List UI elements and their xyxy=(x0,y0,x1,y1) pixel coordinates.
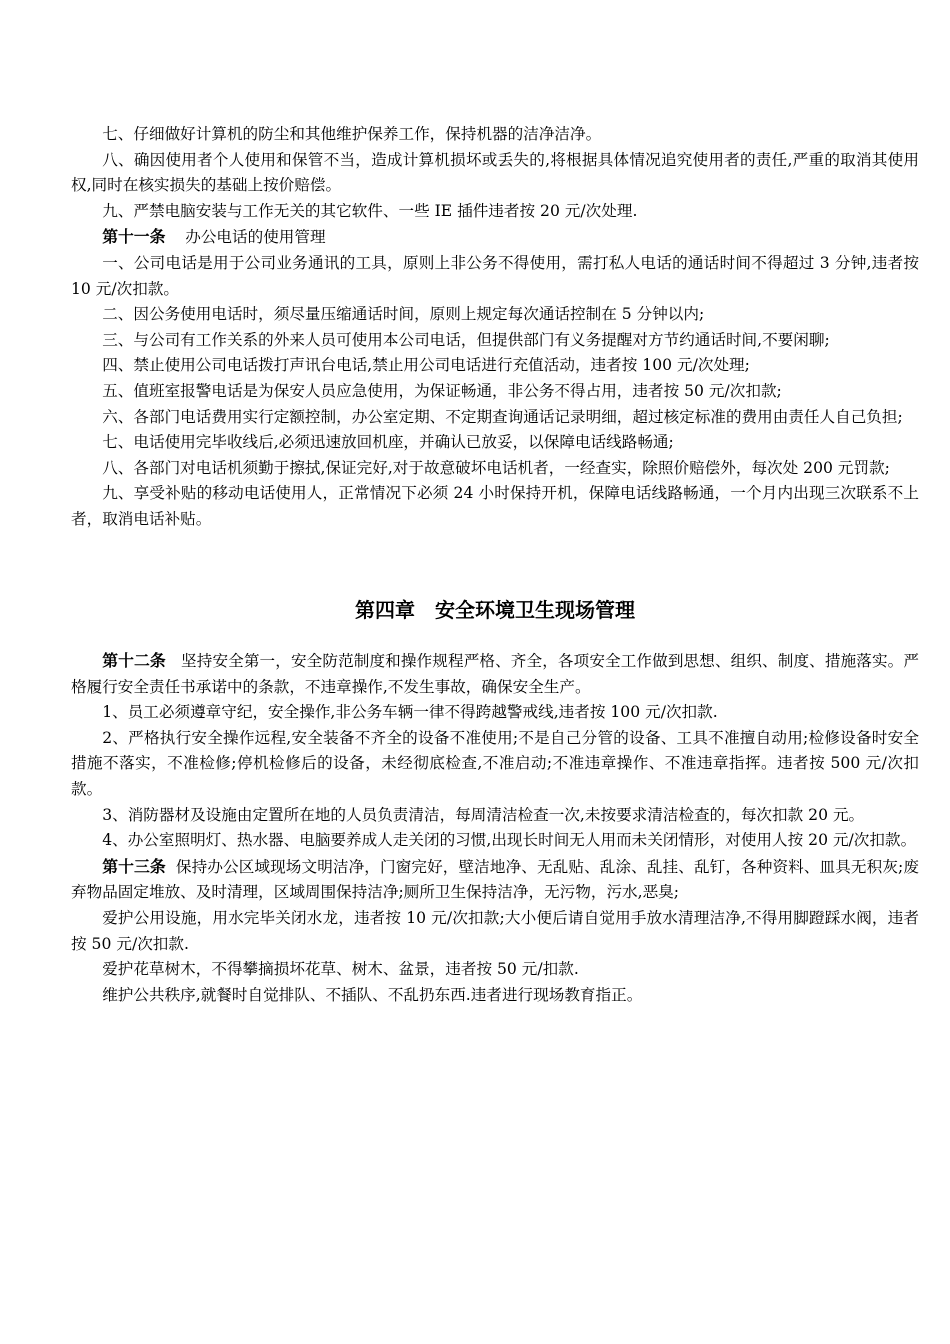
list-item: 四、禁止使用公司电话拨打声讯台电话,禁止用公司电话进行充值活动，违者按 100 元/次处理; xyxy=(102,356,750,375)
article-text: 坚持安全第一，安全防范制度和操作规程严格、齐全，各项安全工作做到思想、组织、制度、措施落实。严格履行安全责任书承诺中的条款，不违章操作,不发生事故，确保安全生产。 xyxy=(71,652,919,696)
list-item: 七、电话使用完毕收线后,必须迅速放回机座，并确认已放妥，以保障电话线路畅通; xyxy=(102,433,674,452)
list-item: 二、因公务使用电话时，须尽量压缩通话时间，原则上规定每次通话控制在 5 分钟以内; xyxy=(102,305,705,324)
list-item: 五、值班室报警电话是为保安人员应急使用，为保证畅通，非公务不得占用，违者按 50 元/次扣款; xyxy=(102,381,782,400)
list-item: 八、各部门对电话机须勤于擦拭,保证完好,对于故意破坏电话机者，一经查实，除照价赔偿外，每次处 200 元罚款; xyxy=(102,458,890,477)
article-paragraph xyxy=(71,648,919,700)
section-chapter-4 xyxy=(71,648,919,1008)
section-article-11 xyxy=(71,122,919,596)
article-heading xyxy=(71,224,919,251)
list-item: 九、享受补贴的移动电话使用人，正常情况下必须 24 小时保持开机，保障电话线路畅通，一个月内出现三次联系不上者，取消电话补贴。 xyxy=(71,484,919,528)
article-text: 保持办公区域现场文明洁净，门窗完好，壁洁地净、无乱贴、乱涂、乱挂、乱钉，各种资料、皿具无积灰;废弃物品固定堆放、及时清理，区域周围保持洁净;厕所卫生保持洁净，无污物，污水,恶臭; xyxy=(71,857,919,902)
article-title: 办公电话的使用管理 xyxy=(185,228,326,247)
list-item: 维护公共秩序,就餐时自觉排队、不插队、不乱扔东西.违者进行现场教育指正。 xyxy=(102,985,643,1004)
document-page xyxy=(71,122,919,1008)
list-item: 爱护花草树木，不得攀摘损坏花草、树木、盆景，违者按 50 元/扣款. xyxy=(102,960,579,979)
list-item: 九、严禁电脑安装与工作无关的其它软件、一些 IE 插件违者按 20 元/次处理. xyxy=(102,201,638,220)
list-item: 1、员工必须遵章守纪，安全操作,非公务车辆一律不得跨越警戒线,违者按 100 元/次扣款. xyxy=(102,703,718,722)
list-item: 一、公司电话是用于公司业务通讯的工具，原则上非公务不得使用，需打私人电话的通话时间不得超过 3 分钟,违者按 10 元/次扣款。 xyxy=(71,253,919,298)
list-item: 六、各部门电话费用实行定额控制，办公室定期、不定期查询通话记录明细，超过核定标准的费用由责任人自己负担; xyxy=(102,407,903,426)
article-paragraph xyxy=(71,854,919,906)
chapter-heading-wrap xyxy=(71,596,919,648)
list-item: 2、严格执行安全操作远程,安全装备不齐全的设备不准使用;不是自己分管的设备、工具不准擅自动用;检修设备时安全措施不落实，不准检修;停机检修后的设备，未经彻底检查,不准启动;不准违章操作、不准违章指挥。违者按 500 元/次扣款。 xyxy=(71,728,919,798)
list-item: 3、消防器材及设施由定置所在地的人员负责清洁，每周清洁检查一次,未按要求清洁检查的，每次扣款 20 元。 xyxy=(102,805,865,824)
list-item: 4、办公室照明灯、热水器、电脑要养成人走关闭的习惯,出现长时间无人用而未关闭情形，对使用人按 20 元/次扣款。 xyxy=(102,831,917,850)
list-item: 三、与公司有工作关系的外来人员可使用本公司电话，但提供部门有义务提醒对方节约通话时间,不要闲聊; xyxy=(102,330,830,349)
article-label: 第十三条 xyxy=(102,856,166,876)
list-item: 七、仔细做好计算机的防尘和其他维护保养工作，保持机器的洁净洁净。 xyxy=(102,125,602,143)
article-label: 第十一条 xyxy=(102,227,166,247)
chapter-title: 第四章 安全环境卫生现场管理 xyxy=(355,598,635,622)
article-label: 第十二条 xyxy=(102,651,166,670)
list-item: 爱护公用设施，用水完毕关闭水龙，违者按 10 元/次扣款;大小便后请自觉用手放水清理洁净,不得用脚蹬踩水阀，违者按 50 元/次扣款. xyxy=(71,908,919,953)
list-item: 八、确因使用者个人使用和保管不当，造成计算机损坏或丢失的,将根据具体情况追究使用者的责任,严重的取消其使用权,同时在核实损失的基础上按价赔偿。 xyxy=(71,150,919,195)
